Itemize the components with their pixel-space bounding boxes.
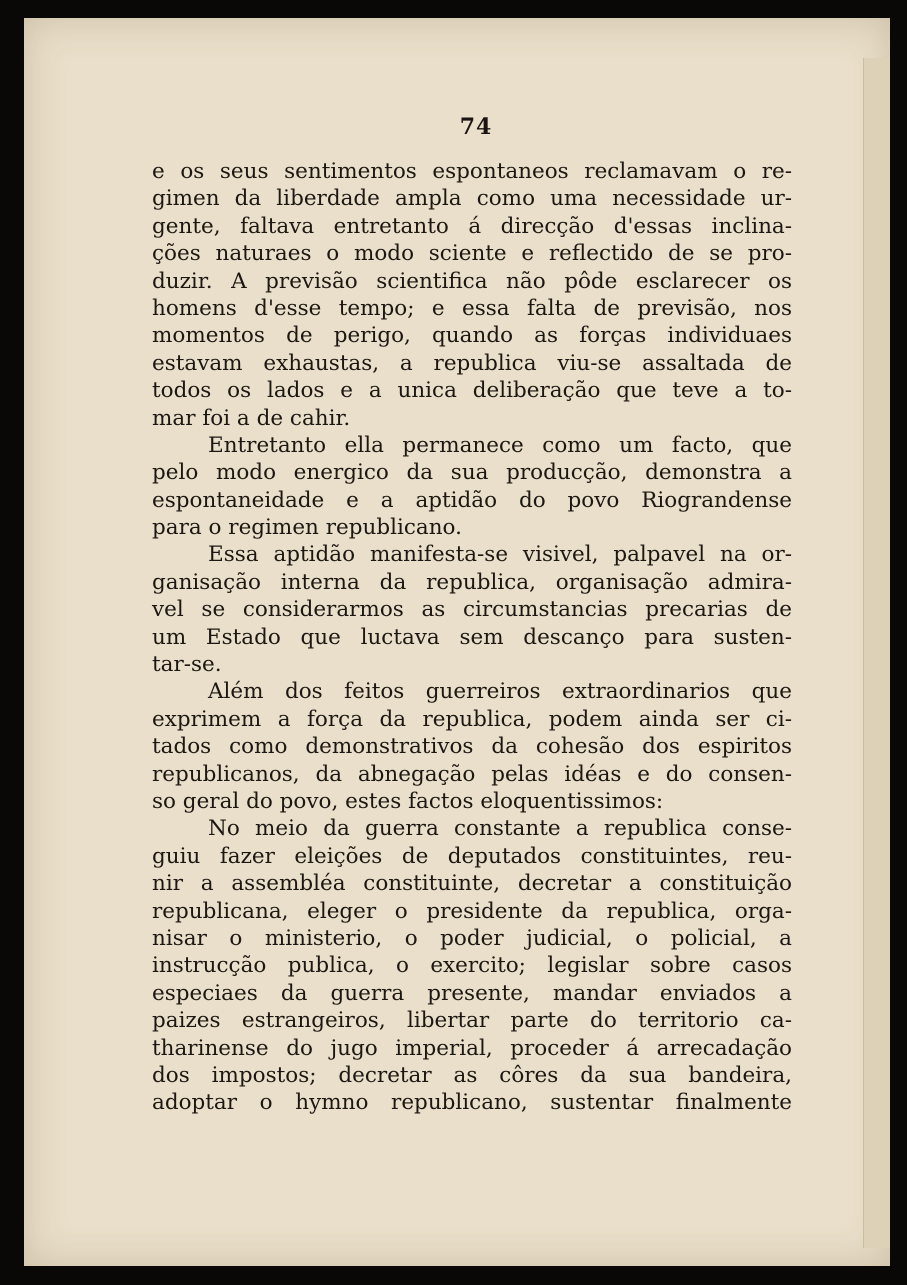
text-line: paizes estrangeiros, libertar parte do territorio ca- (152, 1008, 792, 1034)
text-line: nisar o ministerio, o poder judicial, o policial, a (152, 925, 792, 951)
text-line: republicana, eleger o presidente da republica, orga- (152, 898, 792, 924)
text-line: um Estado que luctava sem descanço para susten- (152, 624, 792, 650)
text-line: tar-se. (152, 652, 222, 678)
text-line: e os seus sentimentos espontaneos reclamavam o re- (152, 159, 792, 184)
text-line: Essa aptidão manifesta-se visivel, palpavel na or- (208, 542, 792, 568)
text-line: Entretanto ella permanece como um facto, que (208, 432, 792, 458)
text-line: estavam exhaustas, a republica viu-se assaltada de (152, 350, 792, 376)
text-line: tharinense do jugo imperial, proceder á arrecadação (152, 1035, 792, 1061)
text-line: homens d'esse tempo; e essa falta de previsão, nos (152, 295, 792, 321)
text-line: guiu fazer eleições de deputados constituintes, reu- (152, 843, 792, 869)
page-number: 74 (459, 114, 493, 140)
text-line: todos os lados e a unica deliberação que teve a to- (152, 378, 792, 404)
text-line: pelo modo energico da sua producção, demonstra a (152, 460, 792, 486)
text-line: adoptar o hymno republicano, sustentar finalmente (152, 1090, 792, 1116)
text-line: nir a assembléa constituinte, decretar a constituição (152, 871, 792, 897)
text-line: ções naturaes o modo sciente e reflectido de se pro- (152, 241, 792, 267)
text-line: tados como demonstrativos da cohesão dos espiritos (152, 734, 792, 760)
text-line: vel se considerarmos as circumstancias precarias de (152, 597, 792, 623)
text-line: Além dos feitos guerreiros extraordinarios que (208, 679, 792, 705)
text-line: republicanos, da abnegação pelas idéas e do consen- (152, 761, 792, 787)
text-line: exprimem a força da republica, podem ainda ser ci- (152, 706, 792, 732)
text-line: especiaes da guerra presente, mandar enviados a (152, 980, 792, 1006)
text-line: dos impostos; decretar as côres da sua bandeira, (152, 1062, 792, 1088)
text-line: ganisação interna da republica, organisação admira- (152, 569, 792, 595)
text-line: so geral do povo, estes factos eloquentissimos: (152, 788, 664, 814)
text-line: gente, faltava entretanto á direcção d'essas inclina- (152, 213, 792, 239)
text-line: instrucção publica, o exercito; legislar sobre casos (152, 953, 792, 979)
book-page (24, 18, 890, 1266)
text-line: espontaneidade e a aptidão do povo Riograndense (152, 487, 792, 513)
page-text (152, 158, 792, 1117)
text-line: para o regimen republicano. (152, 515, 462, 541)
text-line: duzir. A previsão scientifica não pôde esclarecer os (152, 268, 792, 294)
text-line: momentos de perigo, quando as forças individuaes (152, 323, 792, 349)
text-line: gimen da liberdade ampla como uma necessidade ur- (152, 186, 792, 212)
text-line: mar foi a de cahir. (152, 405, 351, 431)
page-edge (863, 58, 890, 1248)
text-line: No meio da guerra constante a republica conse- (208, 816, 792, 842)
